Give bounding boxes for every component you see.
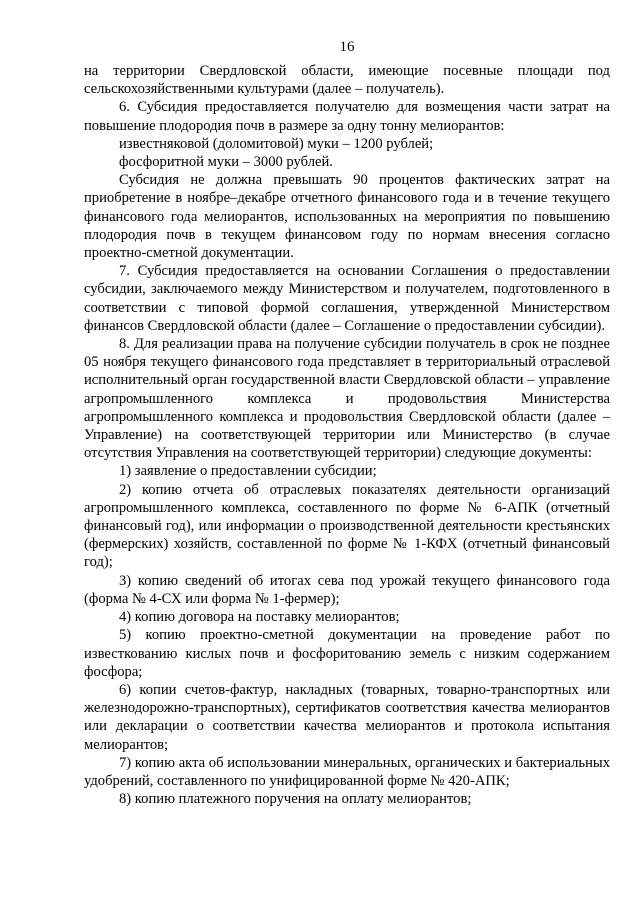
paragraph: на территории Свердловской области, имеющие посевные площади под сельскохозяйственными культурами (далее – получатель).	[84, 63, 610, 98]
paragraph: известняковой (доломитовой) муки – 1200 рублей;	[119, 135, 434, 152]
page-number: 16	[339, 39, 355, 55]
document-body	[84, 62, 610, 808]
list-item: 8) копию платежного поручения на оплату мелиорантов;	[119, 791, 472, 808]
paragraph: фосфоритной муки – 3000 рублей.	[119, 154, 333, 171]
list-item: 4) копию договора на поставку мелиорантов;	[119, 609, 400, 626]
paragraph: Субсидия не должна превышать 90 процентов фактических затрат на приобретение в ноябре–декабре отчетного финансового года и в течение текущего финансового года мелиорантов, использованных на мероприятия по повышению плодородия почв в текущем финансовом году по нормам внесения согласно проектно-сметной документации.	[84, 172, 610, 262]
list-item: 7) копию акта об использовании минеральных, органических и бактериальных удобрений, составленного по унифицированной форме № 420-АПК;	[84, 754, 610, 789]
paragraph: 7. Субсидия предоставляется на основании Соглашения о предоставлении субсидии, заключаемого между Министерством и получателем, подготовленного в соответствии с типовой формой соглашения, утвержденной Министерством финансов Свердловской области (далее – Соглашение о предоставлении субсидии).	[84, 263, 610, 334]
list-item: 1) заявление о предоставлении субсидии;	[119, 463, 377, 480]
paragraph: 8. Для реализации права на получение субсидии получатель в срок не позднее 05 ноября текущего финансового года представляет в территориальный отраслевой исполнительный орган государственной власти Свердловской области – управление агропромышленного комплекса и продовольствия Министерства агропромышленного комплекса и продовольствия Свердловской области (далее – Управление) на соответствующей территории или Министерство (в случае отсутствия Управления на соответствующей территории) следующие документы:	[84, 336, 610, 462]
list-item: 6) копии счетов-фактур, накладных (товарных, товарно-транспортных или железнодорожно-транспортных), сертификатов соответствия качества мелиорантов или декларации о соответствии качества мелиорантов и протокола испытания мелиорантов;	[84, 681, 610, 753]
paragraph: 6. Субсидия предоставляется получателю для возмещения части затрат на повышение плодородия почв в размере за одну тонну мелиорантов:	[84, 99, 610, 134]
list-item: 3) копию сведений об итогах сева под урожай текущего финансового года (форма № 4-СХ или форма № 1-фермер);	[84, 572, 610, 607]
list-item: 5) копию проектно-сметной документации на проведение работ по известкованию кислых почв и фосфоритованию земель с низким содержанием фосфора;	[84, 627, 610, 680]
list-item: 2) копию отчета об отраслевых показателях деятельности организаций агропромышленного комплекса, составленного по форме № 6-АПК (отчетный финансовый год), или информации о производственной деятельности крестьянских (фермерских) хозяйств, составленной по форме № 1-КФХ (отчетный финансовый год);	[84, 481, 610, 571]
